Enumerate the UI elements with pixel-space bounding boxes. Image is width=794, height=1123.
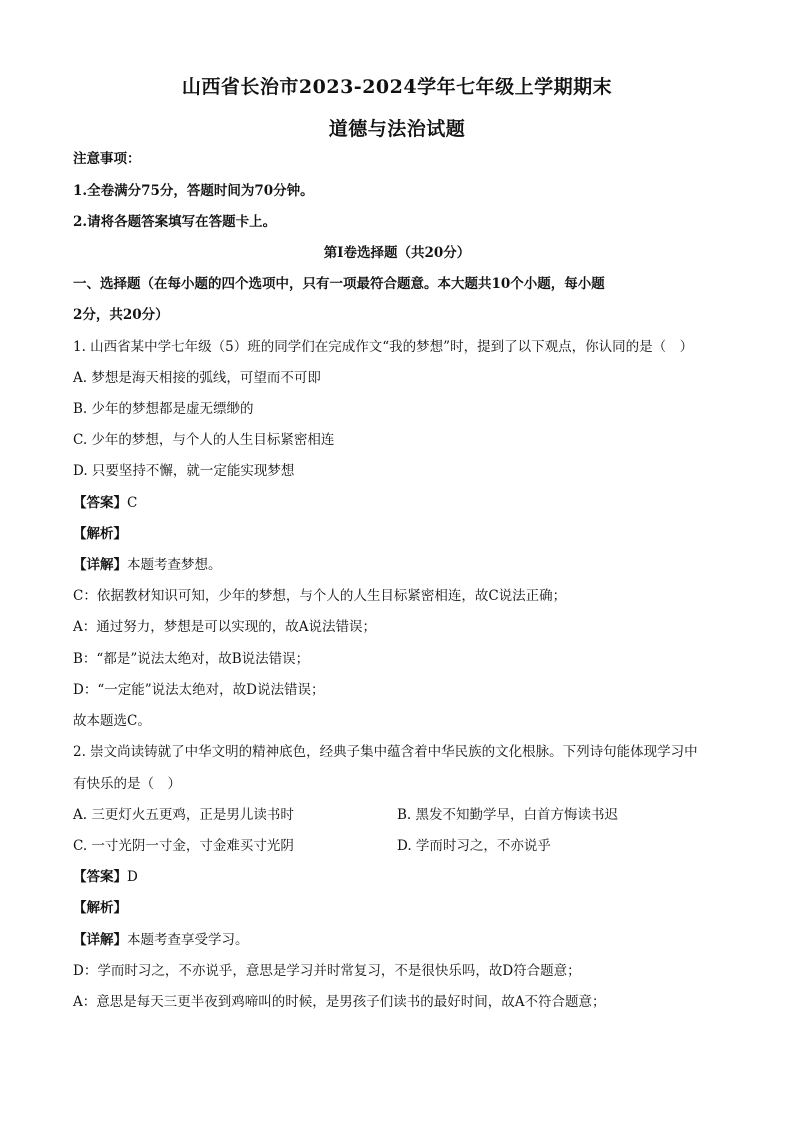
- q1-analysis-label: 【解析】: [73, 526, 127, 542]
- q2-explanation-2: A：意思是每天三更半夜到鸡啼叫的时候，是男孩子们读书的最好时间，故A不符合题意；: [73, 994, 606, 1010]
- q1-answer-label: 【答案】: [73, 495, 127, 511]
- q1-option-c: C. 少年的梦想，与个人的人生目标紧密相连: [73, 432, 335, 448]
- q2-option-d: D. 学而时习之，不亦说乎: [397, 838, 551, 854]
- notes-item-1: 1.全卷满分75分，答题时间为70分钟。: [73, 183, 314, 199]
- section-title: 第Ⅰ卷选择题（共20分）: [323, 245, 471, 261]
- q2-explanation-1: D：学而时习之，不亦说乎，意思是学习并时常复习，不是很快乐吗，故D符合题意；: [73, 963, 581, 979]
- notes-heading: 注意事项：: [73, 151, 141, 167]
- q1-option-b: B. 少年的梦想都是虚无缥缈的: [73, 401, 254, 417]
- section-instruction-2: 2分，共20分）: [73, 307, 169, 323]
- q2-answer-value: D: [127, 869, 138, 885]
- q1-explanation-1: C：依据教材知识可知，少年的梦想，与个人的人生目标紧密相连，故C说法正确；: [73, 588, 567, 604]
- q1-answer-value: C: [127, 495, 138, 511]
- q2-answer-label: 【答案】: [73, 869, 127, 885]
- q1-option-a: A. 梦想是海天相接的弧线，可望而不可即: [73, 370, 321, 386]
- q2-answer: [73, 868, 138, 886]
- q2-option-a: A. 三更灯火五更鸡，正是男儿读书时: [73, 807, 294, 823]
- q1-explanation-4: D：“一定能”说法太绝对，故D说法错误；: [73, 682, 325, 698]
- q1-explanation-2: A：通过努力，梦想是可以实现的，故A说法错误；: [73, 619, 376, 635]
- exam-subtitle: 道德与法治试题: [328, 118, 466, 140]
- q2-detail-text: 本题考查享受学习。: [127, 932, 249, 948]
- q1-option-d: D. 只要坚持不懈，就一定能实现梦想: [73, 463, 295, 479]
- q2-detail-label: 【详解】: [73, 932, 127, 948]
- exam-title: 山西省长治市2023-2024学年七年级上学期期末: [181, 76, 613, 98]
- q2-analysis-label: 【解析】: [73, 900, 127, 916]
- q2-option-c: C. 一寸光阴一寸金，寸金难买寸光阴: [73, 838, 294, 854]
- q1-detail-text: 本题考查梦想。: [127, 557, 222, 573]
- q1-detail: [73, 556, 222, 574]
- q1-detail-label: 【详解】: [73, 557, 127, 573]
- q1-explanation-3: B：“都是”说法太绝对，故B说法错误；: [73, 651, 310, 667]
- notes-item-2: 2.请将各题答案填写在答题卡上。: [73, 214, 277, 230]
- q2-option-b: B. 黑发不知勤学早，白首方悔读书迟: [397, 807, 619, 823]
- section-instruction-1: 一、选择题（在每小题的四个选项中，只有一项最符合题意。本大题共10个小题，每小题: [73, 276, 605, 292]
- q2-stem-line-1: 2. 崇文尚读铸就了中华文明的精神底色，经典子集中蕴含着中华民族的文化根脉。下列诗句能体现学习中: [73, 744, 698, 760]
- q1-conclusion: 故本题选C。: [73, 713, 151, 729]
- q1-answer: [73, 494, 137, 512]
- q1-stem: 1. 山西省某中学七年级（5）班的同学们在完成作文“我的梦想”时，提到了以下观点，你认同的是（ ）: [73, 339, 694, 355]
- q2-stem-line-2: 有快乐的是（ ）: [73, 776, 181, 792]
- q2-detail: [73, 931, 249, 949]
